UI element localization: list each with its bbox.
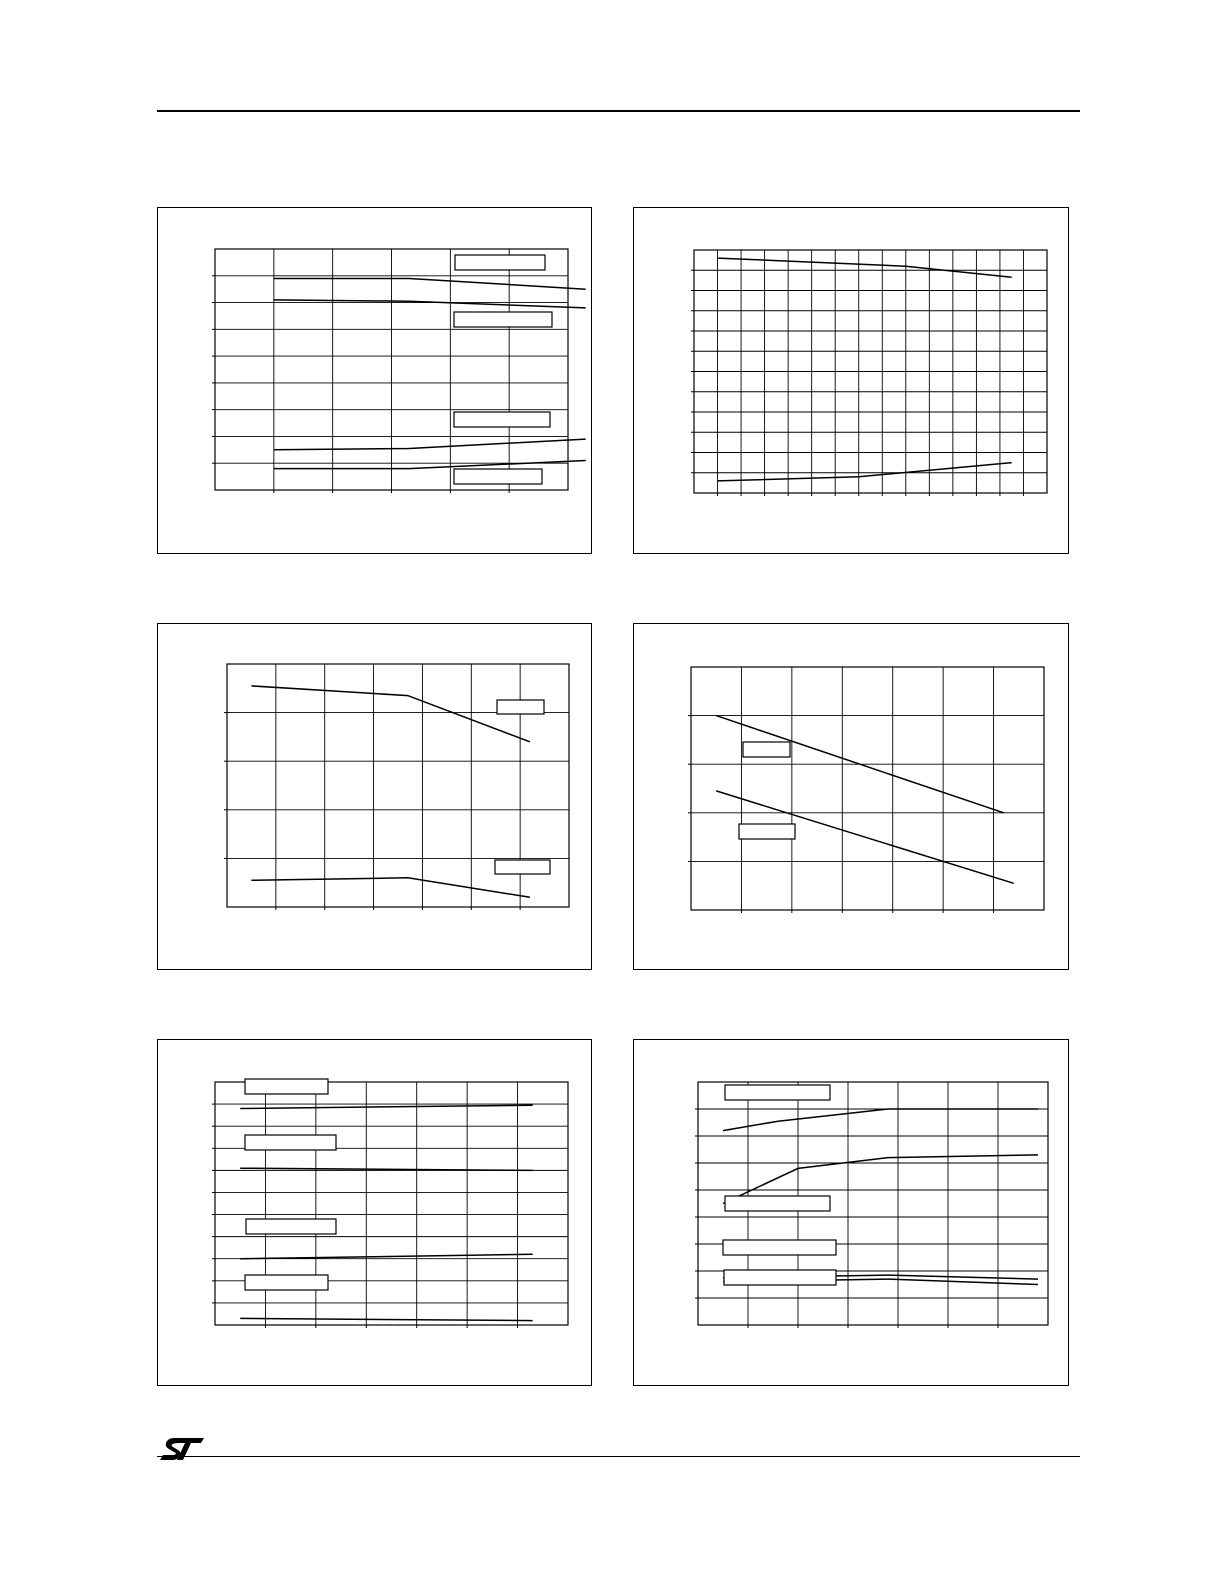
st-logo-icon xyxy=(158,1436,206,1462)
chart-panel-6 xyxy=(633,1039,1069,1386)
legend-box-4 xyxy=(245,1275,328,1290)
series-line-2 xyxy=(274,300,586,308)
series-line-4 xyxy=(240,1318,533,1320)
chart-panel-1 xyxy=(157,207,592,554)
legend-box-1 xyxy=(455,255,545,270)
chart-panel-4 xyxy=(633,623,1069,970)
header-rule xyxy=(157,110,1080,112)
series-line-2 xyxy=(251,878,530,898)
series-line-2 xyxy=(718,463,1012,481)
series-line-4 xyxy=(274,461,586,469)
series-line-1 xyxy=(718,258,1012,277)
plot-frame xyxy=(691,667,1044,910)
legend-box-1 xyxy=(497,700,544,714)
chart-svg xyxy=(158,208,591,553)
chart-svg xyxy=(634,208,1068,553)
legend-box-1 xyxy=(743,742,790,757)
legend-box-1 xyxy=(725,1085,830,1100)
series-line-1 xyxy=(251,686,530,742)
series-line-3 xyxy=(240,1254,533,1258)
series-line-3 xyxy=(274,439,586,450)
chart-panel-3 xyxy=(157,623,592,970)
footer-rule xyxy=(157,1456,1080,1457)
legend-box-2 xyxy=(454,312,552,327)
chart-panel-2 xyxy=(633,207,1069,554)
chart-svg xyxy=(158,1040,591,1385)
legend-box-3 xyxy=(454,412,550,427)
legend-box-3 xyxy=(246,1219,336,1234)
legend-box-2 xyxy=(245,1135,336,1150)
legend-box-4 xyxy=(724,1270,836,1285)
legend-box-1 xyxy=(245,1079,328,1094)
legend-box-4 xyxy=(454,469,542,484)
chart-panel-5 xyxy=(157,1039,592,1386)
legend-box-2 xyxy=(495,860,550,874)
legend-box-2 xyxy=(725,1196,830,1211)
series-line-1 xyxy=(240,1105,533,1108)
legend-box-2 xyxy=(739,824,795,839)
series-line-1 xyxy=(723,1109,1038,1131)
chart-svg xyxy=(634,624,1068,969)
chart-svg xyxy=(158,624,591,969)
chart-svg xyxy=(634,1040,1068,1385)
series-line-1 xyxy=(274,279,586,290)
legend-box-3 xyxy=(723,1240,836,1255)
